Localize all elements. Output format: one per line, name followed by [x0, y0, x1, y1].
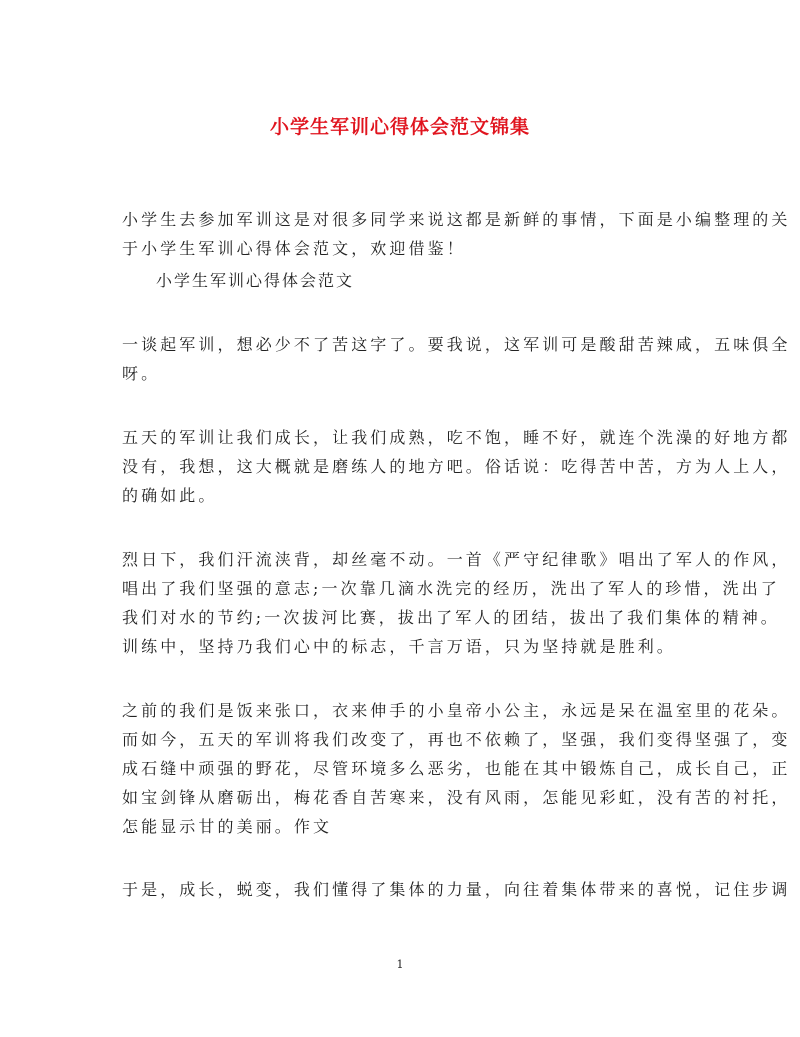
text-line: 而如今，五天的军训将我们改变了，再也不依赖了，坚强，我们变得坚强了，变 [122, 730, 791, 749]
intro-paragraph [122, 205, 791, 263]
text-line: 训练中，坚持乃我们心中的标志，千言万语，只为坚持就是胜利。 [122, 637, 676, 656]
text-line: 我们对水的节约;一次拔河比赛，拔出了军人的团结，拔出了我们集体的精神。 [122, 608, 780, 627]
paragraph-1 [122, 330, 791, 388]
section-subtitle: 小学生军训心得体会范文 [156, 271, 355, 290]
paragraph-4 [122, 696, 791, 841]
text-line: 一谈起军训，想必少不了苦这字了。要我说，这军训可是酸甜苦辣咸，五味俱全 [122, 335, 791, 354]
text-line: 呀。 [122, 364, 161, 383]
text-line: 没有，我想，这大概就是磨练人的地方吧。俗话说：吃得苦中苦，方为人上人， [122, 457, 791, 476]
paragraph-2 [122, 423, 791, 510]
paragraph-5 [122, 875, 791, 904]
text-line: 之前的我们是饭来张口，衣来伸手的小皇帝小公主，永远是呆在温室里的花朵。 [122, 701, 791, 720]
text-line: 烈日下，我们汗流浃背，却丝毫不动。一首《严守纪律歌》唱出了军人的作风， [122, 550, 791, 569]
text-line: 成石缝中顽强的野花，尽管环境多么恶劣，也能在其中锻炼自己，成长自己，正 [122, 759, 791, 778]
text-line: 于是，成长，蜕变，我们懂得了集体的力量，向往着集体带来的喜悦，记住步调 [122, 880, 791, 899]
paragraph-3 [122, 545, 791, 661]
text-line: 五天的军训让我们成长，让我们成熟，吃不饱，睡不好，就连个洗澡的好地方都 [122, 428, 791, 447]
text-line: 唱出了我们坚强的意志;一次靠几滴水洗完的经历，洗出了军人的珍惜，洗出了 [122, 579, 780, 598]
text-line: 小学生去参加军训这是对很多同学来说这都是新鲜的事情，下面是小编整理的关 [122, 210, 791, 229]
text-line: 于小学生军训心得体会范文，欢迎借鉴！ [122, 239, 466, 258]
text-line: 怎能显示甘的美丽。作文 [122, 817, 333, 836]
text-line: 如宝剑锋从磨砺出，梅花香自苦寒来，没有风雨，怎能见彩虹，没有苦的衬托， [122, 788, 791, 807]
document-title: 小学生军训心得体会范文锦集 [269, 116, 530, 138]
page-number: 1 [396, 958, 404, 971]
text-line: 的确如此。 [122, 486, 218, 505]
